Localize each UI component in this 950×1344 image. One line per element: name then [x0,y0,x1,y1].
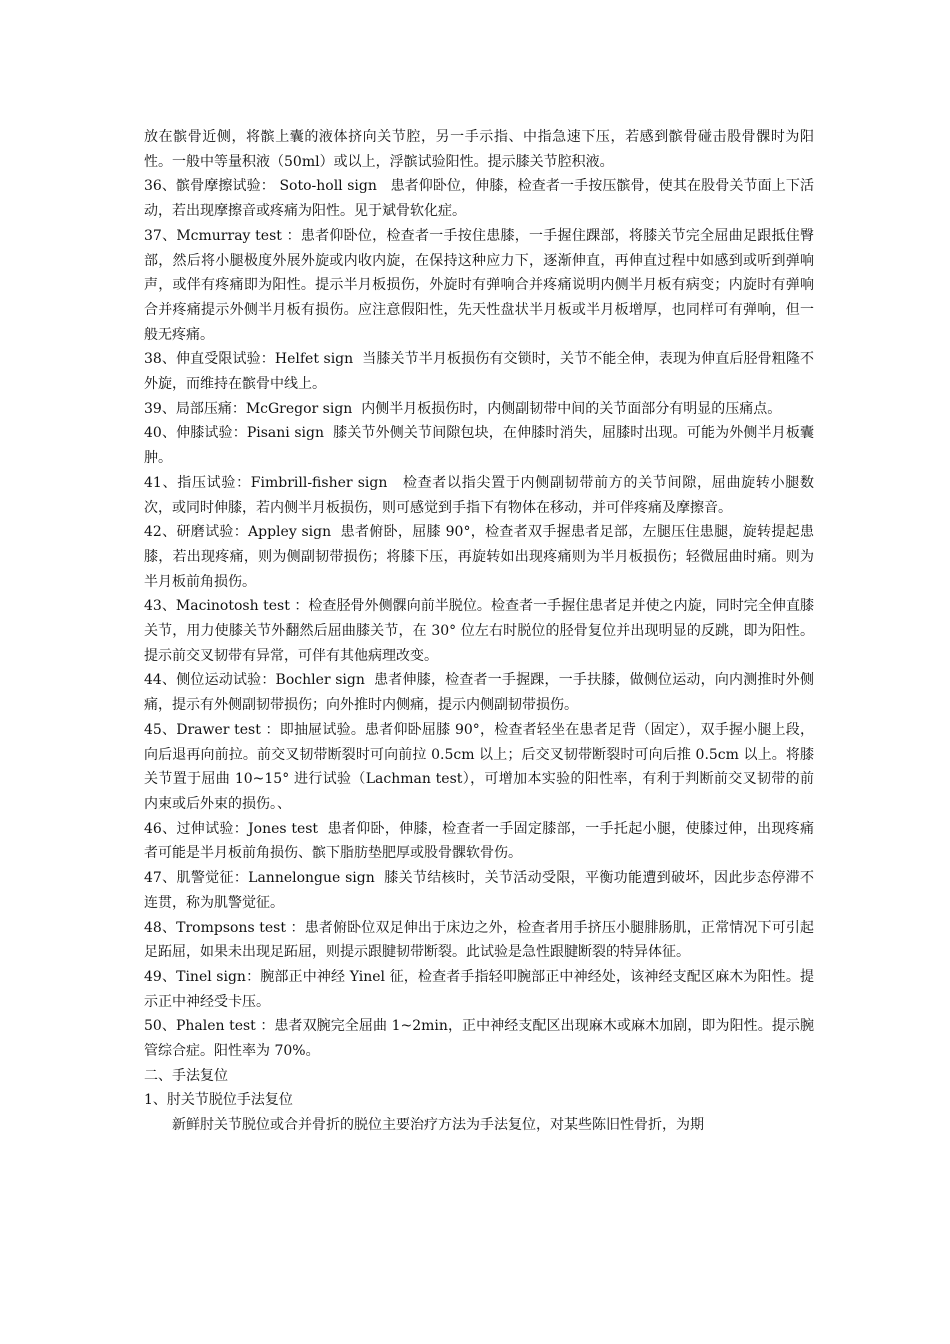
paragraph-test-36: 36、髌骨摩擦试验： Soto-holl sign 患者仰卧位，伸膝，检查者一手按压髌骨，使其在股骨关节面上下活动，若出现摩擦音或疼痛为阳性。见于斌骨软化症。 [144,178,814,220]
paragraph-test-44: 44、侧位运动试验：Bochler sign 患者伸膝，检查者一手握踝，一手扶膝，做侧位运动，向内测推时外侧痛，提示有外侧副韧带损伤；向外推时内侧痛，提示内侧副韧带损伤。 [144,672,814,714]
paragraph-elbow-reduction-intro: 新鲜肘关节脱位或合并骨折的脱位主要治疗方法为手法复位，对某些陈旧性骨折，为期 [172,1117,704,1134]
paragraph-test-47: 47、肌警觉征：Lannelongue sign 膝关节结核时，关节活动受限，平衡功能遭到破坏，因此步态停滞不连贯，称为肌警觉征。 [144,870,814,911]
paragraph-test-45: 45、Drawer test ：即抽屉试验。患者仰卧屈膝 90°，检查者轻坐在患者足背（固定），双手握小腿上段，向后退再向前拉。前交叉韧带断裂时可向前拉 0.5cm 以上；后交叉韧带断裂时可向后推 0.5cm 以上。将膝关节置于屈曲 10~15° 进行试验（Lachman test），可增加本实验的阳性率，有利于判断前交叉韧带的前内束或后外束的损伤。、 [144,721,814,812]
subsection-heading-elbow-dislocation: 1、肘关节脱位手法复位 [144,1092,293,1109]
paragraph-test-48: 48、Trompsons test ：患者俯卧位双足伸出于床边之外，检查者用手挤压小腿腓肠肌，正常情况下可引起足跖屈，如果未出现足跖屈，则提示跟腱韧带断裂。此试验是急性跟腱断裂的特异体征。 [144,919,814,961]
paragraph-test-46: 46、过伸试验：Jones test 患者仰卧，伸膝，检查者一手固定膝部，一手托起小腿，使膝过伸，出现疼痛者可能是半月板前角损伤、髌下脂肪垫肥厚或股骨髁软骨伤。 [144,820,814,862]
paragraph-test-42: 42、研磨试验：Appley sign 患者俯卧，屈膝 90°，检查者双手握患者足部，左腿压住患腿，旋转提起患膝，若出现疼痛，则为侧副韧带损伤；将膝下压，再旋转如出现疼痛则为半月板损伤；轻微屈曲时痛。则为半月板前角损伤。 [144,524,814,590]
section-heading-manual-reduction: 二、手法复位 [144,1067,228,1084]
paragraph-test-41: 41、指压试验：Fimbrill-fisher sign 检查者以指尖置于内侧副韧带前方的关节间隙，屈曲旋转小腿数次，或同时伸膝，若内侧半月板损伤，则可感觉到手指下有物体在移动，并可伴疼痛及摩擦音。 [144,474,814,516]
document-body [144,125,814,1138]
paragraph-knee-effusion: 放在髌骨近侧，将髌上囊的液体挤向关节腔，另一手示指、中指急速下压，若感到髌骨碰击股骨髁时为阳性。一般中等量积液（50ml）或以上，浮髌试验阳性。提示膝关节腔积液。 [144,129,814,170]
paragraph-test-40: 40、伸膝试验：Pisani sign 膝关节外侧关节间隙包块，在伸膝时消失，屈膝时出现。可能为外侧半月板囊肿。 [144,425,814,467]
paragraph-test-50: 50、Phalen test ：患者双腕完全屈曲 1~2min，正中神经支配区出现麻木或麻木加剧，即为阳性。提示腕管综合症。阳性率为 70%。 [144,1018,814,1060]
paragraph-test-43: 43、Macinotosh test ：检查胫骨外侧髁向前半脱位。检查者一手握住患者足并使之内旋，同时完全伸直膝关节，用力使膝关节外翻然后屈曲膝关节，在 30° 位左右时脱位的胫骨复位并出现明显的反跳，即为阳性。提示前交叉韧带有异常，可伴有其他病理改变。 [144,598,814,664]
paragraph-test-38: 38、伸直受限试验：Helfet sign 当膝关节半月板损伤有交锁时，关节不能全伸，表现为伸直后胫骨粗隆不外旋，而维持在髌骨中线上。 [144,351,814,393]
paragraph-test-49: 49、Tinel sign：腕部正中神经 Yinel 征，检查者手指轻叩腕部正中神经处，该神经支配区麻木为阳性。提示正中神经受卡压。 [144,968,814,1010]
paragraph-test-37: 37、Mcmurray test ：患者仰卧位，检查者一手按住患膝，一手握住踝部，将膝关节完全屈曲足跟抵住臀部，然后将小腿极度外展外旋或内收内旋，在保持这种应力下，逐渐伸直，再伸直过程中如感到或听到弹响声，或伴有疼痛即为阳性。提示半月板损伤，外旋时有弹响合并疼痛说明内侧半月板有病变；内旋时有弹响合并疼痛提示外侧半月板有损伤。应注意假阳性，先天性盘状半月板或半月板增厚，也同样可有弹响，但一般无疼痛。 [144,227,814,343]
paragraph-test-39: 39、局部压痛：McGregor sign 内侧半月板损伤时，内侧副韧带中间的关节面部分有明显的压痛点。 [144,400,782,417]
